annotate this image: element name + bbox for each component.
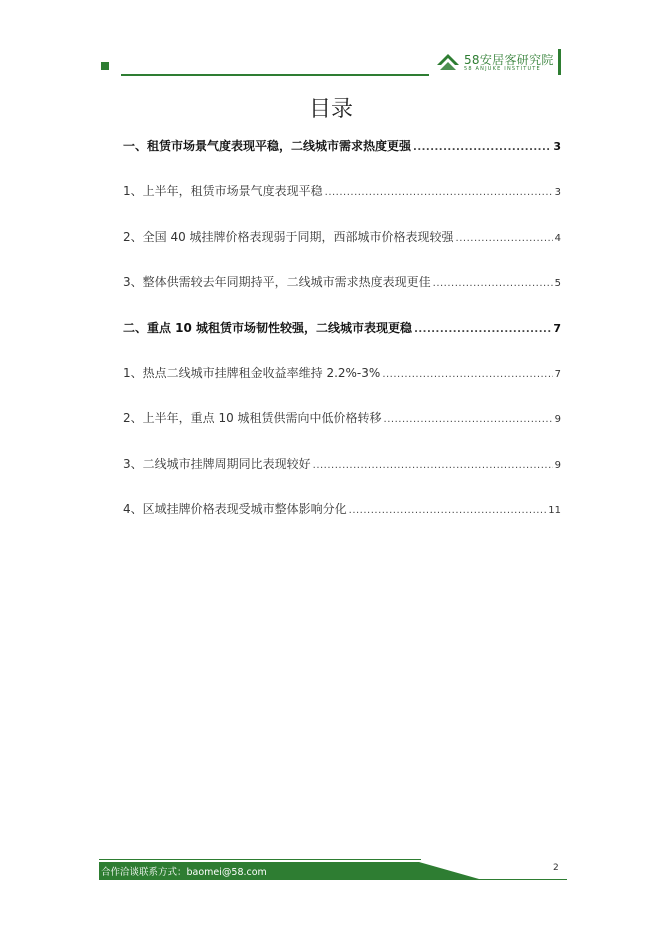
toc-entry[interactable] [123, 182, 561, 199]
toc-entry-page: 3 [553, 140, 561, 153]
toc-entry-page: 3 [554, 187, 561, 198]
toc-leader-dots [325, 187, 553, 198]
toc-entry-text: 二、重点 10 城租赁市场韧性较强，二线城市表现更稳 [123, 321, 413, 335]
toc-entry[interactable] [123, 319, 561, 336]
page-number: 2 [553, 863, 559, 873]
toc-entry-page: 11 [548, 505, 561, 516]
toc-entry-page: 9 [554, 460, 561, 471]
toc-entry-text: 2、全国 40 城挂牌价格表现弱于同期，西部城市价格表现较强 [123, 230, 454, 244]
toc-entry[interactable] [123, 500, 561, 517]
toc-entry[interactable] [123, 273, 561, 290]
header-square-mark [101, 62, 109, 70]
toc-entry[interactable] [123, 409, 561, 426]
toc-entry-text: 3、二线城市挂牌周期同比表现较好 [123, 457, 311, 471]
header-vertical-bar [558, 49, 561, 75]
toc-leader-dots [349, 505, 547, 516]
toc-entry-page: 4 [554, 233, 561, 244]
footer-bottom-rule [99, 879, 567, 880]
toc-entry-text: 1、热点二线城市挂牌租金收益率维持 2.2%-3% [123, 366, 381, 380]
toc-leader-dots [384, 414, 553, 425]
toc-entry-text: 一、租赁市场景气度表现平稳，二线城市需求热度更强 [123, 139, 412, 153]
toc-entry-page: 7 [553, 322, 561, 335]
toc-leader-dots [414, 324, 551, 335]
toc-leader-dots [382, 369, 552, 380]
toc-entry-text: 4、区域挂牌价格表现受城市整体影响分化 [123, 502, 347, 516]
toc-entry[interactable] [123, 364, 561, 381]
logo-subtitle: 58 ANJUKE INSTITUTE [464, 66, 541, 72]
toc-leader-dots [433, 278, 553, 289]
logo-house-icon [436, 53, 460, 71]
toc-entry-page: 7 [554, 369, 561, 380]
logo-text: 58安居客研究院 [464, 53, 554, 67]
toc-entry[interactable] [123, 228, 561, 245]
toc-entry[interactable] [123, 137, 561, 154]
toc-entry-page: 9 [554, 414, 561, 425]
toc-entry-text: 2、上半年，重点 10 城租赁供需向中低价格转移 [123, 411, 382, 425]
footer-contact: 合作洽谈联系方式：baomei@58.com [101, 867, 267, 878]
toc-leader-dots [313, 460, 553, 471]
toc-entry[interactable] [123, 455, 561, 472]
logo [436, 51, 554, 75]
toc-entry-text: 3、整体供需较去年同期持平，二线城市需求热度表现更佳 [123, 275, 431, 289]
header-rule [121, 74, 429, 76]
toc-entry-page: 5 [554, 278, 561, 289]
footer-rule [99, 859, 421, 860]
page-title: 目录 [308, 97, 353, 122]
toc-leader-dots [456, 233, 553, 244]
toc-leader-dots [413, 142, 551, 153]
toc-entry-text: 1、上半年，租赁市场景气度表现平稳 [123, 184, 323, 198]
